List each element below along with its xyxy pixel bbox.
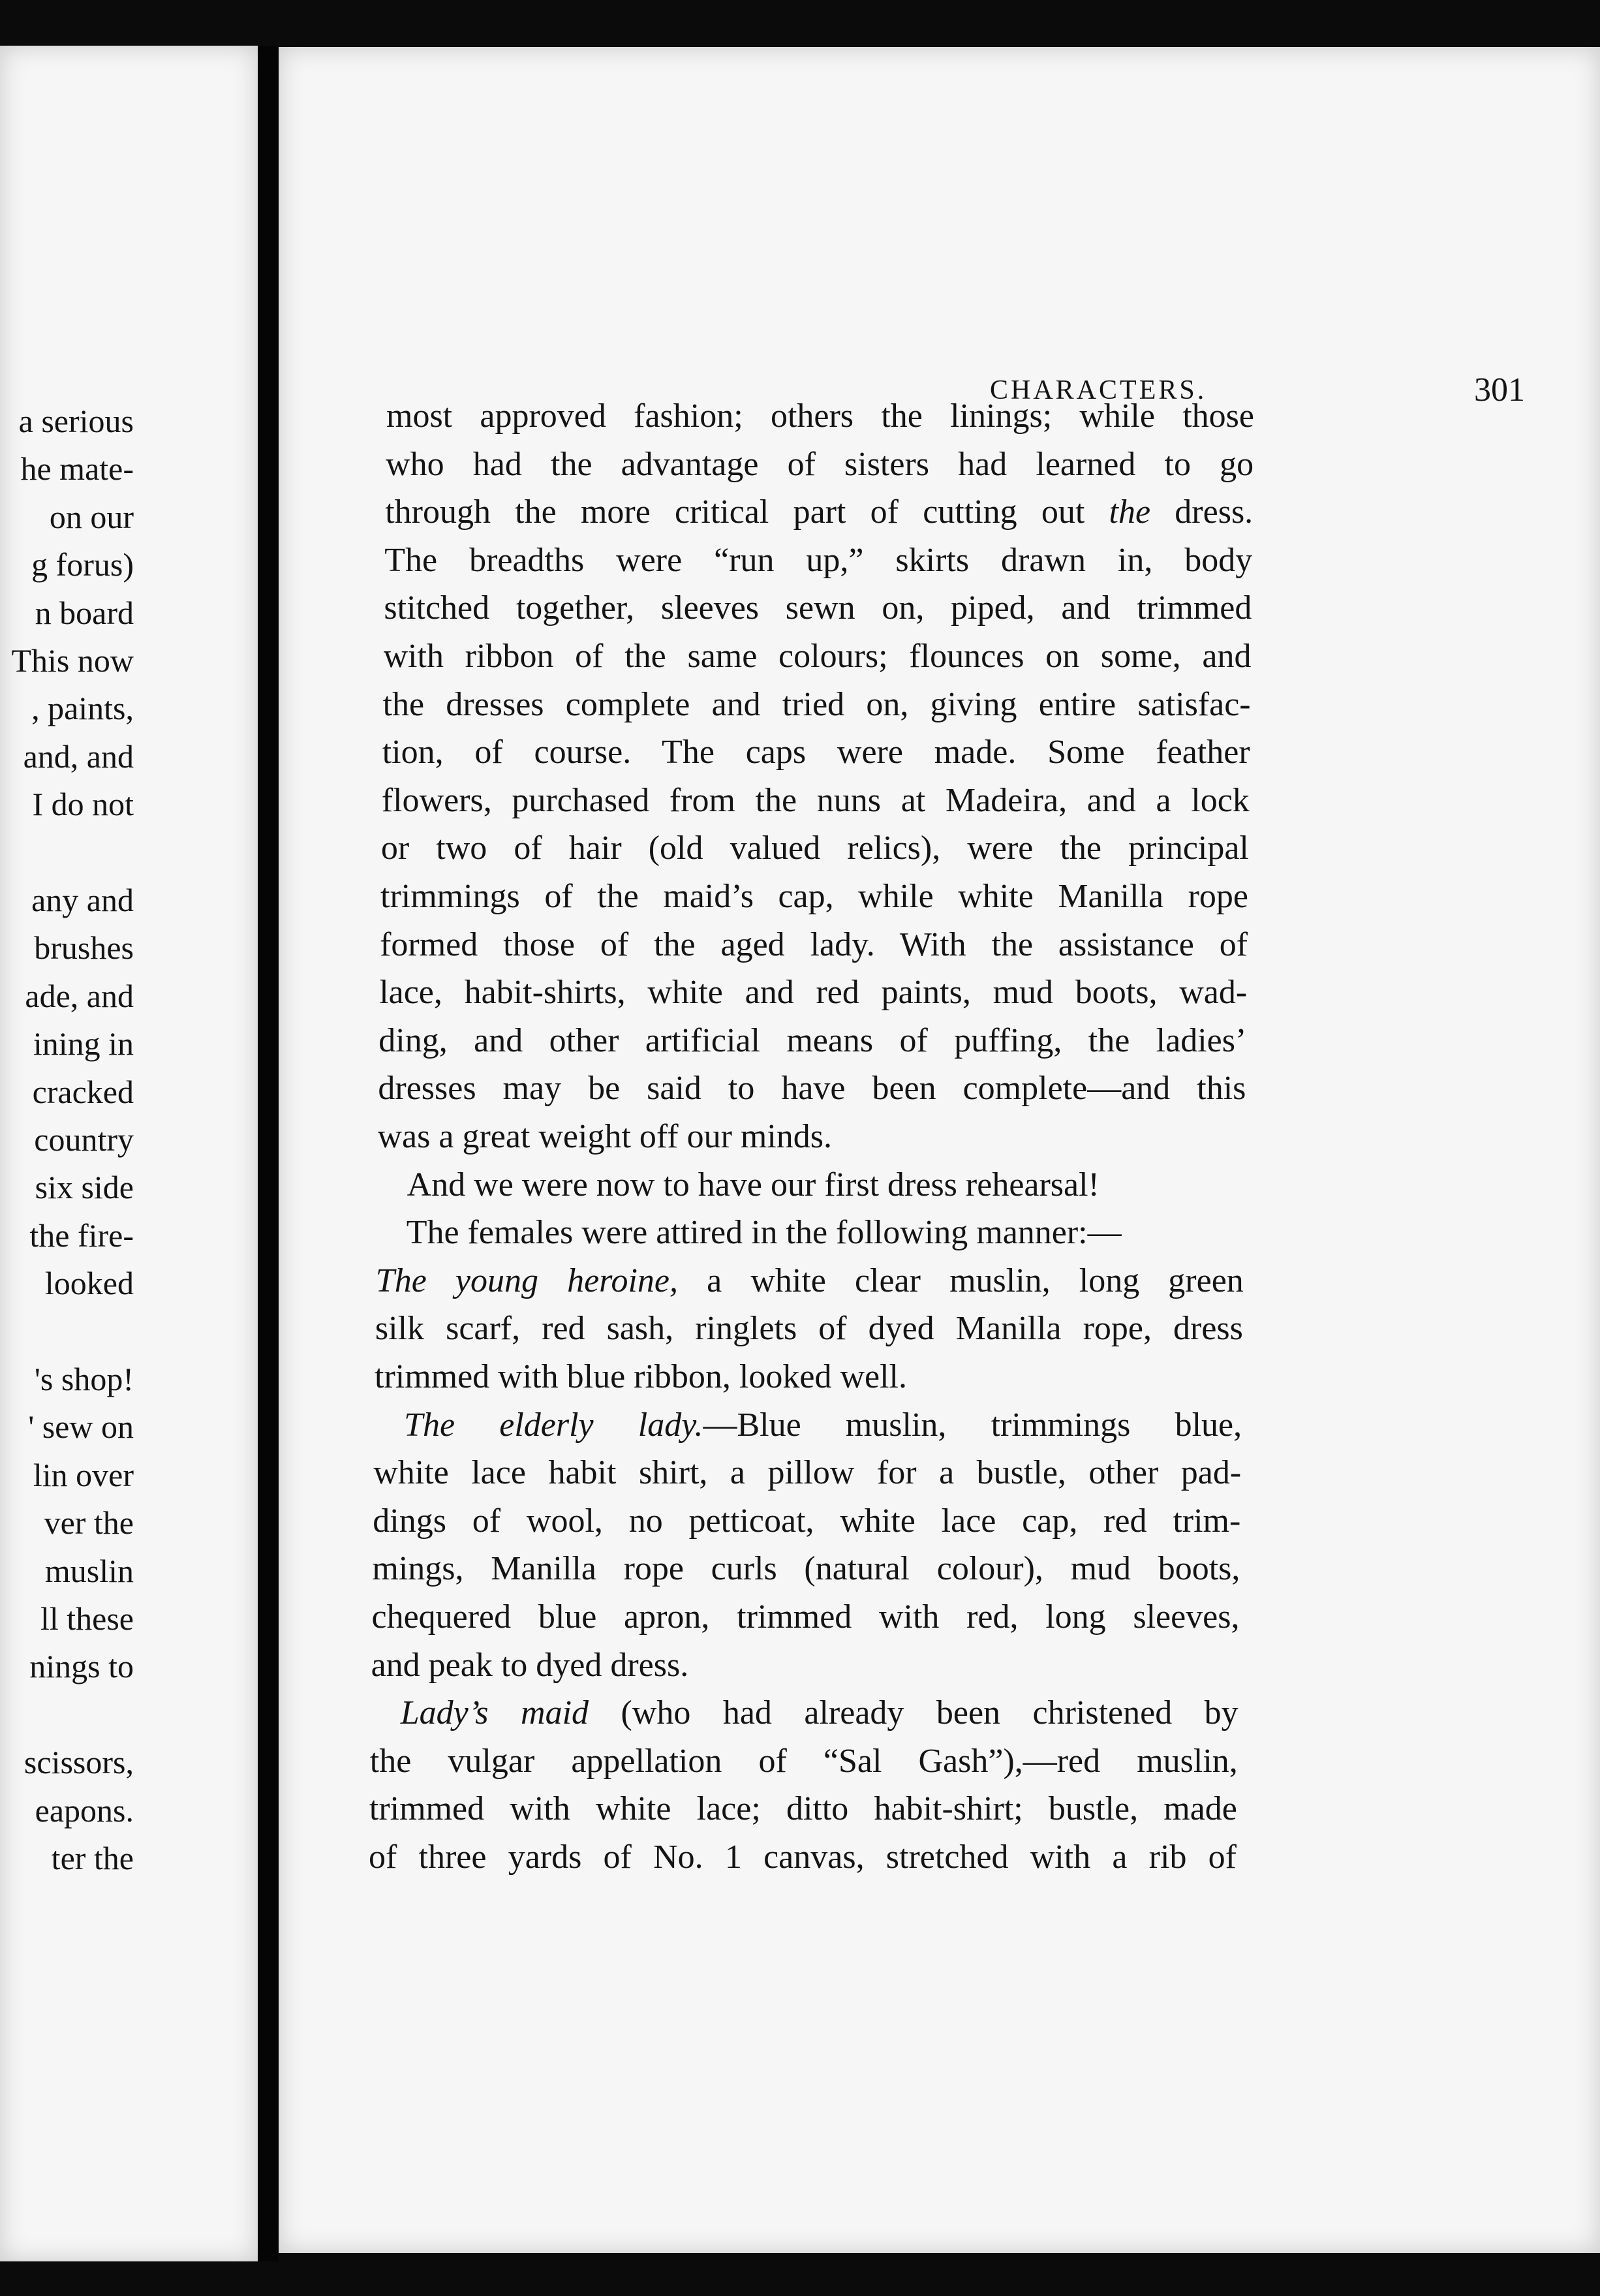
text-line: stitched together, sleeves sewn on, piped, and trimmed	[384, 589, 1252, 627]
text-line: dings of wool, no petticoat, white lace cap, red trim-	[373, 1502, 1241, 1540]
left-page-line: ' sew on	[28, 1408, 134, 1446]
left-page-line: ining in	[33, 1025, 134, 1063]
italic-run: the	[1109, 493, 1151, 531]
text-line: mings, Manilla rope curls (natural colour), mud boots,	[372, 1550, 1240, 1588]
text-line	[385, 492, 1253, 533]
left-page-line: and, and	[23, 737, 134, 775]
left-page-line: I do not	[32, 786, 134, 823]
text-line: dresses may be said to have been complete—and this	[378, 1070, 1246, 1108]
italic-run: Lady’s maid	[400, 1694, 589, 1732]
text-line: of three yards of No. 1 canvas, stretched with a rib of	[369, 1838, 1237, 1876]
italic-run: The elderly lady.	[404, 1406, 703, 1444]
text-line: who had the advantage of sisters had learned to go	[386, 445, 1254, 483]
text-run: dress.	[1150, 493, 1254, 531]
text-line: lace, habit-shirts, white and red paints, mud boots, wad-	[379, 974, 1248, 1012]
text-line: The breadths were “run up,” skirts drawn in, body	[384, 541, 1253, 579]
left-page-line: ver the	[44, 1504, 134, 1542]
text-line: ding, and other artificial means of puffing, the ladies’	[378, 1021, 1247, 1059]
text-line: trimmed with blue ribbon, looked well.	[375, 1358, 907, 1395]
left-page-line: scissors,	[23, 1744, 134, 1781]
left-page-line: eapons.	[35, 1792, 134, 1829]
text-line: tion, of course. The caps were made. Some feather	[382, 734, 1250, 771]
text-line: white lace habit shirt, a pillow for a bustle, other pad-	[373, 1454, 1242, 1492]
left-page-line: nings to	[29, 1648, 134, 1685]
text-line: or two of hair (old valued relics), were the principal	[380, 830, 1249, 867]
text-line: trimmings of the maid’s cap, while white Manilla rope	[380, 878, 1248, 915]
left-page-line: This now	[11, 642, 134, 679]
text-line: the vulgar appellation of “Sal Gash”),—red muslin,	[369, 1742, 1238, 1780]
left-page-line: brushes	[34, 929, 134, 967]
text-line: formed those of the aged lady. With the assistance of	[380, 925, 1248, 963]
left-page-line: on our	[49, 498, 134, 535]
left-page-line: cracked	[32, 1073, 134, 1110]
left-page-line: 's shop!	[34, 1361, 134, 1397]
left-page-line: ade, and	[25, 977, 134, 1014]
left-page-line: g forus)	[31, 546, 134, 583]
left-page-line: ter the	[51, 1840, 134, 1876]
left-page-line: six side	[35, 1169, 134, 1206]
page-number: 301	[1474, 371, 1525, 409]
running-head: CHARACTERS.	[990, 375, 1207, 405]
text-line: chequered blue apron, trimmed with red, long sleeves,	[371, 1598, 1240, 1636]
left-page-line: the fire-	[29, 1217, 134, 1254]
left-page-line: he mate-	[20, 450, 134, 488]
facing-page-left	[0, 46, 258, 2261]
text-line	[376, 1261, 1244, 1301]
text-line	[374, 1405, 1242, 1446]
left-page-line: ll these	[40, 1600, 134, 1637]
text-line: was a great weight off our minds.	[377, 1118, 833, 1155]
book-gutter	[258, 46, 279, 2261]
text-line: flowers, purchased from the nuns at Madeira, and a lock	[381, 781, 1250, 819]
left-page-line: lin over	[33, 1456, 134, 1493]
page-301	[279, 47, 1600, 2253]
left-page-line: country	[34, 1121, 134, 1158]
text-run: through the more critical part of cutting out	[385, 493, 1109, 531]
text-line: with ribbon of the same colours; flounces on some, and	[383, 638, 1252, 675]
text-line: And we were now to have our first dress rehearsal!	[407, 1166, 1100, 1203]
text-line: trimmed with white lace; ditto habit-shirt; bustle, made	[369, 1790, 1237, 1828]
text-line: and peak to dyed dress.	[371, 1646, 689, 1684]
italic-run: The young heroine,	[375, 1262, 679, 1299]
left-page-line: looked	[44, 1265, 134, 1302]
left-page-line: n board	[35, 594, 134, 631]
text-line: most approved fashion; others the linings; while those	[386, 397, 1254, 435]
text-run: (who had already been christened by	[589, 1694, 1238, 1732]
left-page-line: muslin	[44, 1552, 134, 1589]
text-line: the dresses complete and tried on, giving entire satisfac-	[382, 685, 1251, 723]
left-page-line: a serious	[18, 403, 134, 439]
text-run: —Blue muslin, trimmings blue,	[703, 1406, 1242, 1444]
text-line	[371, 1693, 1238, 1733]
left-page-line: , paints,	[31, 690, 134, 727]
text-line: The females were attired in the following manner:—	[406, 1214, 1122, 1252]
text-line: silk scarf, red sash, ringlets of dyed Manilla rope, dress	[375, 1310, 1243, 1348]
left-page-line: any and	[31, 882, 134, 918]
text-run: a white clear muslin, long green	[678, 1262, 1244, 1299]
